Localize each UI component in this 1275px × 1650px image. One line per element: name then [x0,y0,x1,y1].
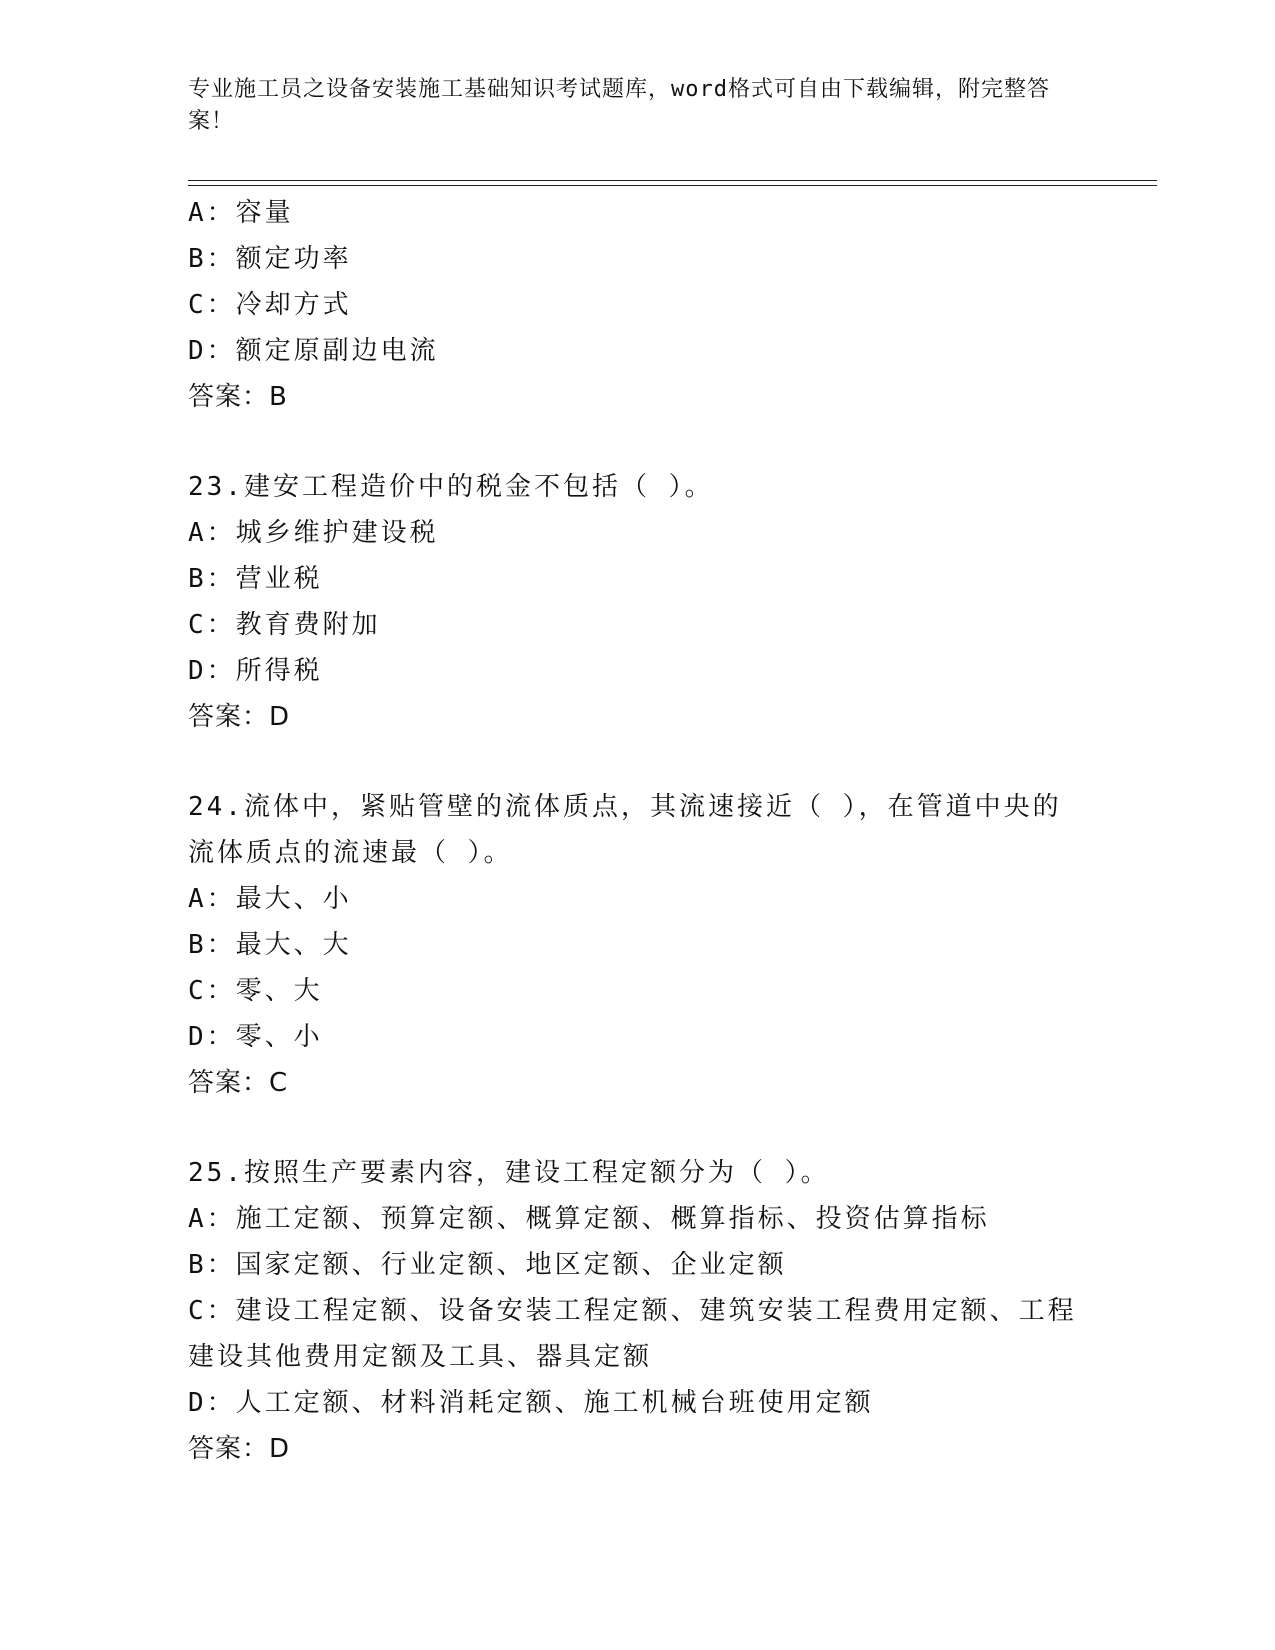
header-divider-top [188,180,1157,181]
option-d: D：所得税 [188,656,323,686]
question-stem: 24.流体中，紧贴管壁的流体质点，其流速接近（ ），在管道中央的流体质点的流速最（ ）。 [188,792,1062,868]
answer: 答案：D [188,702,291,732]
option-c: C：教育费附加 [188,610,381,640]
answer: 答案：D [188,1434,291,1464]
option-d: D：额定原副边电流 [188,336,439,366]
option-b: B：额定功率 [188,244,352,274]
option-b: B：最大、大 [188,930,352,960]
option-a: A：容量 [188,198,294,228]
option-c: C：零、大 [188,976,323,1006]
option-a: A：最大、小 [188,884,352,914]
answer: 答案：B [188,382,288,412]
option-c: C：冷却方式 [188,290,352,320]
answer: 答案：C [188,1068,289,1098]
question-24 [188,784,1088,1106]
option-a: A：城乡维护建设税 [188,518,439,548]
question-stem: 23.建安工程造价中的税金不包括（ ）。 [188,472,714,502]
question-list [188,190,1088,1516]
option-b: B：国家定额、行业定额、地区定额、企业定额 [188,1250,787,1280]
question-22-continued [188,190,1088,420]
question-25 [188,1150,1088,1472]
question-23 [188,464,1088,740]
option-d: D：零、小 [188,1022,323,1052]
option-d: D：人工定额、材料消耗定额、施工机械台班使用定额 [188,1388,874,1418]
option-c: C：建设工程定额、设备安装工程定额、建筑安装工程费用定额、工程建设其他费用定额及工具、器具定额 [188,1296,1077,1372]
option-a: A：施工定额、预算定额、概算定额、概算指标、投资估算指标 [188,1204,990,1234]
document-header: 专业施工员之设备安装施工基础知识考试题库，word格式可自由下载编辑，附完整答案！ [188,77,1050,134]
question-stem: 25.按照生产要素内容，建设工程定额分为（ ）。 [188,1158,830,1188]
option-b: B：营业税 [188,564,323,594]
header-divider-bottom [188,185,1157,186]
